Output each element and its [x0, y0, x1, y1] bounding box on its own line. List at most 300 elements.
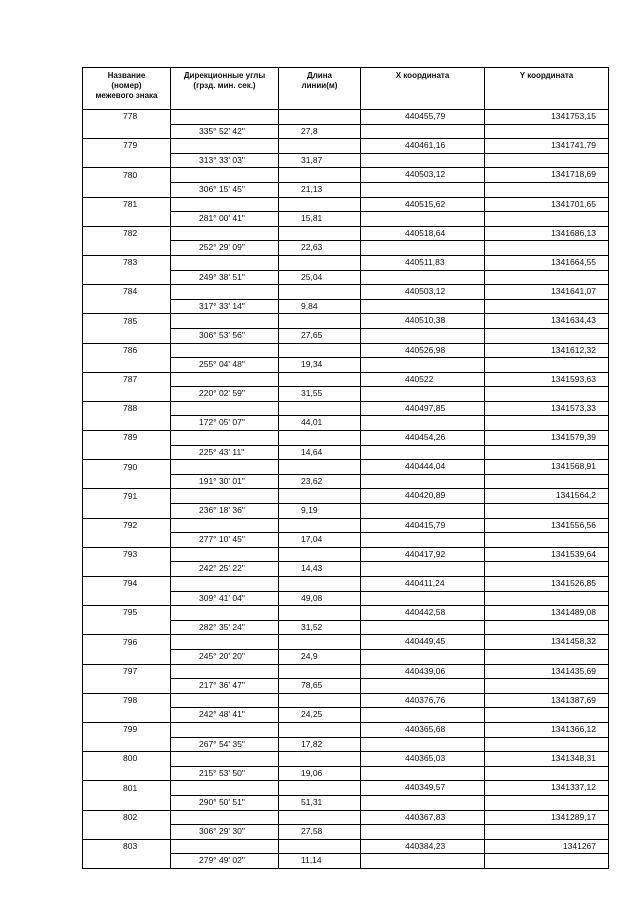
y-empty-cell	[485, 504, 609, 519]
bearing-empty-cell	[171, 635, 279, 650]
y-empty-cell	[485, 358, 609, 373]
length-empty-cell	[279, 401, 361, 416]
point-row	[83, 110, 609, 125]
length-empty-cell	[279, 810, 361, 825]
bearing-value: 306° 15' 45"	[171, 182, 279, 197]
length-empty-cell	[279, 606, 361, 621]
bearing-empty-cell	[171, 722, 279, 737]
table-header-row	[83, 68, 609, 110]
point-row	[83, 810, 609, 825]
segment-row	[83, 358, 609, 373]
point-row	[83, 664, 609, 679]
point-row	[83, 518, 609, 533]
segment-row	[83, 504, 609, 519]
line-length-value: 19,34	[279, 358, 361, 373]
x-empty-cell	[361, 153, 485, 168]
y-empty-cell	[485, 620, 609, 635]
y-coordinate: 1341579,39	[485, 431, 609, 446]
segment-row	[83, 620, 609, 635]
bearing-value: 313° 33' 03"	[171, 153, 279, 168]
segment-row	[83, 766, 609, 781]
y-coordinate: 1341435,69	[485, 664, 609, 679]
y-empty-cell	[485, 766, 609, 781]
y-empty-cell	[485, 299, 609, 314]
bearing-empty-cell	[171, 489, 279, 504]
x-coordinate: 440454,26	[361, 431, 485, 446]
y-empty-cell	[485, 416, 609, 431]
point-name: 789	[83, 431, 171, 446]
y-coordinate: 1341366,12	[485, 722, 609, 737]
x-empty-cell	[361, 212, 485, 227]
length-empty-cell	[279, 635, 361, 650]
segment-row	[83, 474, 609, 489]
length-empty-cell	[279, 577, 361, 592]
header-bearing: Дирекционные углы (грзд. мин. сек.)	[171, 68, 279, 110]
x-empty-cell	[361, 679, 485, 694]
x-coordinate: 440365,03	[361, 752, 485, 767]
segment-row	[83, 241, 609, 256]
x-coordinate: 440510,38	[361, 314, 485, 329]
point-name: 779	[83, 139, 171, 154]
x-coordinate: 440349,57	[361, 781, 485, 796]
point-name: 800	[83, 752, 171, 767]
segment-row	[83, 212, 609, 227]
bearing-empty-cell	[171, 255, 279, 270]
bearing-empty-cell	[171, 168, 279, 183]
point-name: 796	[83, 635, 171, 650]
bearing-value: 191° 30' 01"	[171, 474, 279, 489]
y-empty-cell	[485, 182, 609, 197]
line-length-value: 51,31	[279, 795, 361, 810]
y-coordinate: 1341564,2	[485, 489, 609, 504]
bearing-empty-cell	[171, 693, 279, 708]
y-coordinate: 1341593,63	[485, 372, 609, 387]
length-empty-cell	[279, 431, 361, 446]
length-empty-cell	[279, 343, 361, 358]
bearing-value: 252° 29' 09"	[171, 241, 279, 256]
segment-row	[83, 825, 609, 840]
point-row	[83, 722, 609, 737]
x-coordinate: 440449,45	[361, 635, 485, 650]
point-row	[83, 168, 609, 183]
name-empty-cell	[83, 533, 171, 548]
length-empty-cell	[279, 752, 361, 767]
y-empty-cell	[485, 533, 609, 548]
bearing-empty-cell	[171, 547, 279, 562]
x-empty-cell	[361, 299, 485, 314]
bearing-empty-cell	[171, 285, 279, 300]
bearing-value: 290° 50' 51"	[171, 795, 279, 810]
segment-row	[83, 124, 609, 139]
name-empty-cell	[83, 445, 171, 460]
line-length-value: 25,04	[279, 270, 361, 285]
y-coordinate: 1341267	[485, 839, 609, 854]
point-name: 797	[83, 664, 171, 679]
name-empty-cell	[83, 416, 171, 431]
bearing-empty-cell	[171, 431, 279, 446]
name-empty-cell	[83, 328, 171, 343]
bearing-empty-cell	[171, 139, 279, 154]
length-empty-cell	[279, 314, 361, 329]
bearing-value: 267° 54' 35"	[171, 737, 279, 752]
length-empty-cell	[279, 722, 361, 737]
y-coordinate: 1341686,13	[485, 226, 609, 241]
y-coordinate: 1341458,32	[485, 635, 609, 650]
point-name: 780	[83, 168, 171, 183]
x-empty-cell	[361, 854, 485, 869]
x-coordinate: 440439,06	[361, 664, 485, 679]
bearing-empty-cell	[171, 372, 279, 387]
boundary-coordinates-table	[82, 67, 609, 869]
x-coordinate: 440518,64	[361, 226, 485, 241]
point-name: 802	[83, 810, 171, 825]
y-empty-cell	[485, 562, 609, 577]
name-empty-cell	[83, 591, 171, 606]
point-row	[83, 343, 609, 358]
name-empty-cell	[83, 474, 171, 489]
y-coordinate: 1341289,17	[485, 810, 609, 825]
name-empty-cell	[83, 212, 171, 227]
y-coordinate: 1341718,69	[485, 168, 609, 183]
line-length-value: 14,64	[279, 445, 361, 460]
bearing-value: 220° 02' 59"	[171, 387, 279, 402]
bearing-empty-cell	[171, 752, 279, 767]
bearing-empty-cell	[171, 314, 279, 329]
y-coordinate: 1341741,79	[485, 139, 609, 154]
name-empty-cell	[83, 562, 171, 577]
segment-row	[83, 854, 609, 869]
name-empty-cell	[83, 649, 171, 664]
length-empty-cell	[279, 168, 361, 183]
line-length-value: 14,43	[279, 562, 361, 577]
point-row	[83, 139, 609, 154]
x-empty-cell	[361, 416, 485, 431]
x-empty-cell	[361, 708, 485, 723]
x-coordinate: 440526,98	[361, 343, 485, 358]
line-length-value: 31,55	[279, 387, 361, 402]
y-coordinate: 1341568,91	[485, 460, 609, 475]
length-empty-cell	[279, 226, 361, 241]
line-length-value: 31,52	[279, 620, 361, 635]
line-length-value: 31,87	[279, 153, 361, 168]
length-empty-cell	[279, 110, 361, 125]
x-empty-cell	[361, 591, 485, 606]
y-empty-cell	[485, 153, 609, 168]
bearing-value: 282° 35' 24"	[171, 620, 279, 635]
x-empty-cell	[361, 766, 485, 781]
line-length-value: 27,58	[279, 825, 361, 840]
x-coordinate: 440384,23	[361, 839, 485, 854]
line-length-value: 78,65	[279, 679, 361, 694]
name-empty-cell	[83, 358, 171, 373]
name-empty-cell	[83, 241, 171, 256]
x-coordinate: 440415,79	[361, 518, 485, 533]
bearing-empty-cell	[171, 460, 279, 475]
x-coordinate: 440367,83	[361, 810, 485, 825]
x-empty-cell	[361, 241, 485, 256]
bearing-empty-cell	[171, 606, 279, 621]
length-empty-cell	[279, 285, 361, 300]
y-empty-cell	[485, 708, 609, 723]
bearing-value: 249° 38' 51"	[171, 270, 279, 285]
point-name: 798	[83, 693, 171, 708]
bearing-empty-cell	[171, 197, 279, 212]
bearing-empty-cell	[171, 343, 279, 358]
point-row	[83, 226, 609, 241]
y-empty-cell	[485, 737, 609, 752]
line-length-value: 24,25	[279, 708, 361, 723]
segment-row	[83, 708, 609, 723]
length-empty-cell	[279, 372, 361, 387]
y-coordinate: 1341612,32	[485, 343, 609, 358]
point-name: 792	[83, 518, 171, 533]
table-body	[83, 110, 609, 869]
line-length-value: 27,8	[279, 124, 361, 139]
point-name: 783	[83, 255, 171, 270]
y-empty-cell	[485, 825, 609, 840]
segment-row	[83, 562, 609, 577]
line-length-value: 22,63	[279, 241, 361, 256]
point-row	[83, 577, 609, 592]
bearing-value: 306° 53' 56"	[171, 328, 279, 343]
point-name: 799	[83, 722, 171, 737]
line-length-value: 27,65	[279, 328, 361, 343]
x-empty-cell	[361, 182, 485, 197]
x-empty-cell	[361, 795, 485, 810]
bearing-value: 245° 20' 20"	[171, 649, 279, 664]
y-empty-cell	[485, 124, 609, 139]
y-empty-cell	[485, 270, 609, 285]
point-name: 785	[83, 314, 171, 329]
bearing-value: 236° 18' 36"	[171, 504, 279, 519]
line-length-value: 21,13	[279, 182, 361, 197]
x-coordinate: 440444,04	[361, 460, 485, 475]
y-empty-cell	[485, 854, 609, 869]
header-y-coordinate: Y координата	[485, 68, 609, 110]
x-empty-cell	[361, 504, 485, 519]
header-line-length: Длина линии(м)	[279, 68, 361, 110]
y-coordinate: 1341753,15	[485, 110, 609, 125]
bearing-value: 317° 33' 14"	[171, 299, 279, 314]
point-row	[83, 693, 609, 708]
name-empty-cell	[83, 795, 171, 810]
name-empty-cell	[83, 825, 171, 840]
bearing-value: 172° 05' 07"	[171, 416, 279, 431]
length-empty-cell	[279, 693, 361, 708]
x-coordinate: 440503,12	[361, 168, 485, 183]
point-row	[83, 431, 609, 446]
point-row	[83, 372, 609, 387]
y-coordinate: 1341664,55	[485, 255, 609, 270]
point-row	[83, 197, 609, 212]
y-coordinate: 1341489,08	[485, 606, 609, 621]
point-row	[83, 839, 609, 854]
bearing-value: 242° 48' 41"	[171, 708, 279, 723]
x-empty-cell	[361, 445, 485, 460]
x-empty-cell	[361, 825, 485, 840]
line-length-value: 23,62	[279, 474, 361, 489]
segment-row	[83, 299, 609, 314]
y-coordinate: 1341348,31	[485, 752, 609, 767]
x-coordinate: 440411,24	[361, 577, 485, 592]
x-coordinate: 440365,68	[361, 722, 485, 737]
x-empty-cell	[361, 124, 485, 139]
y-coordinate: 1341337,12	[485, 781, 609, 796]
x-coordinate: 440461,16	[361, 139, 485, 154]
bearing-empty-cell	[171, 810, 279, 825]
point-name: 778	[83, 110, 171, 125]
length-empty-cell	[279, 518, 361, 533]
bearing-empty-cell	[171, 839, 279, 854]
segment-row	[83, 679, 609, 694]
y-coordinate: 1341573,33	[485, 401, 609, 416]
point-name: 790	[83, 460, 171, 475]
length-empty-cell	[279, 197, 361, 212]
header-point-name: Название (номер) межевого знака	[83, 68, 171, 110]
name-empty-cell	[83, 620, 171, 635]
point-row	[83, 635, 609, 650]
length-empty-cell	[279, 664, 361, 679]
segment-row	[83, 416, 609, 431]
point-name: 791	[83, 489, 171, 504]
y-coordinate: 1341641,07	[485, 285, 609, 300]
segment-row	[83, 795, 609, 810]
line-length-value: 17,04	[279, 533, 361, 548]
y-empty-cell	[485, 387, 609, 402]
x-coordinate: 440455,79	[361, 110, 485, 125]
segment-row	[83, 182, 609, 197]
y-empty-cell	[485, 241, 609, 256]
name-empty-cell	[83, 299, 171, 314]
name-empty-cell	[83, 153, 171, 168]
y-coordinate: 1341539,64	[485, 547, 609, 562]
length-empty-cell	[279, 460, 361, 475]
x-empty-cell	[361, 270, 485, 285]
bearing-value: 279° 49' 02"	[171, 854, 279, 869]
bearing-empty-cell	[171, 781, 279, 796]
segment-row	[83, 387, 609, 402]
point-row	[83, 460, 609, 475]
bearing-value: 335° 52' 42"	[171, 124, 279, 139]
line-length-value: 24,9	[279, 649, 361, 664]
segment-row	[83, 533, 609, 548]
line-length-value: 17,82	[279, 737, 361, 752]
point-name: 788	[83, 401, 171, 416]
line-length-value: 44,01	[279, 416, 361, 431]
bearing-value: 217° 36' 47"	[171, 679, 279, 694]
name-empty-cell	[83, 766, 171, 781]
point-row	[83, 606, 609, 621]
bearing-value: 281° 00' 41"	[171, 212, 279, 227]
point-row	[83, 401, 609, 416]
x-coordinate: 440420,89	[361, 489, 485, 504]
length-empty-cell	[279, 489, 361, 504]
y-empty-cell	[485, 795, 609, 810]
segment-row	[83, 153, 609, 168]
y-coordinate: 1341526,85	[485, 577, 609, 592]
point-row	[83, 285, 609, 300]
bearing-value: 225° 43' 11"	[171, 445, 279, 460]
point-row	[83, 314, 609, 329]
line-length-value: 11,14	[279, 854, 361, 869]
length-empty-cell	[279, 139, 361, 154]
bearing-empty-cell	[171, 664, 279, 679]
x-coordinate: 440442,58	[361, 606, 485, 621]
y-coordinate: 1341387,69	[485, 693, 609, 708]
name-empty-cell	[83, 124, 171, 139]
x-empty-cell	[361, 387, 485, 402]
x-empty-cell	[361, 562, 485, 577]
segment-row	[83, 270, 609, 285]
segment-row	[83, 328, 609, 343]
length-empty-cell	[279, 781, 361, 796]
line-length-value: 19,06	[279, 766, 361, 781]
y-coordinate: 1341701,65	[485, 197, 609, 212]
name-empty-cell	[83, 182, 171, 197]
bearing-value: 309° 41' 04"	[171, 591, 279, 606]
x-empty-cell	[361, 620, 485, 635]
name-empty-cell	[83, 270, 171, 285]
x-coordinate: 440417,92	[361, 547, 485, 562]
point-name: 793	[83, 547, 171, 562]
point-name: 801	[83, 781, 171, 796]
x-empty-cell	[361, 358, 485, 373]
bearing-empty-cell	[171, 226, 279, 241]
name-empty-cell	[83, 708, 171, 723]
line-length-value: 49,08	[279, 591, 361, 606]
line-length-value: 9,19	[279, 504, 361, 519]
x-coordinate: 440511,83	[361, 255, 485, 270]
x-empty-cell	[361, 474, 485, 489]
segment-row	[83, 591, 609, 606]
bearing-value: 277° 10' 45"	[171, 533, 279, 548]
point-name: 784	[83, 285, 171, 300]
line-length-value: 9,84	[279, 299, 361, 314]
point-row	[83, 547, 609, 562]
point-row	[83, 489, 609, 504]
y-empty-cell	[485, 591, 609, 606]
y-coordinate: 1341556,56	[485, 518, 609, 533]
point-name: 786	[83, 343, 171, 358]
point-name: 795	[83, 606, 171, 621]
point-row	[83, 752, 609, 767]
point-name: 794	[83, 577, 171, 592]
x-empty-cell	[361, 737, 485, 752]
length-empty-cell	[279, 547, 361, 562]
header-x-coordinate: X координата	[361, 68, 485, 110]
name-empty-cell	[83, 854, 171, 869]
y-empty-cell	[485, 212, 609, 227]
y-coordinate: 1341634,43	[485, 314, 609, 329]
x-empty-cell	[361, 533, 485, 548]
name-empty-cell	[83, 737, 171, 752]
y-empty-cell	[485, 474, 609, 489]
name-empty-cell	[83, 504, 171, 519]
segment-row	[83, 737, 609, 752]
length-empty-cell	[279, 839, 361, 854]
bearing-empty-cell	[171, 110, 279, 125]
x-coordinate: 440497,85	[361, 401, 485, 416]
y-empty-cell	[485, 679, 609, 694]
bearing-empty-cell	[171, 577, 279, 592]
bearing-value: 242° 25' 22"	[171, 562, 279, 577]
bearing-value: 255° 04' 48"	[171, 358, 279, 373]
point-row	[83, 255, 609, 270]
bearing-empty-cell	[171, 518, 279, 533]
point-name: 781	[83, 197, 171, 212]
bearing-value: 306° 29' 30"	[171, 825, 279, 840]
segment-row	[83, 649, 609, 664]
